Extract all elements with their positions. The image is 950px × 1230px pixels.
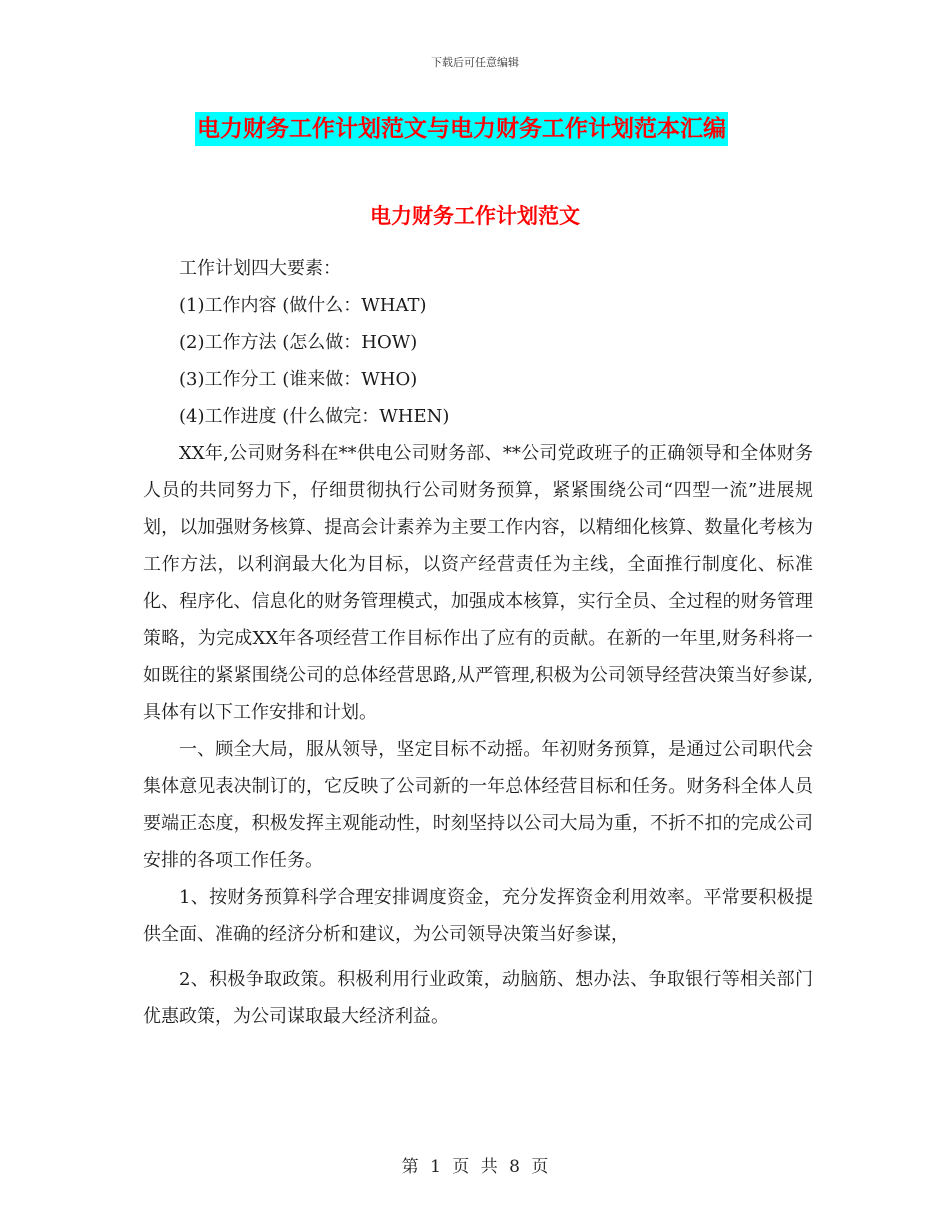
body-paragraph: 一、顾全大局，服从领导，坚定目标不动摇。年初财务预算，是通过公司职代会集体意见表决制订的，它反映了公司新的一年总体经营目标和任务。财务科全体人员要端正态度，积极发挥主观能动性，时刻坚持以公司大局为重，不折不扣的完成公司安排的各项工作任务。 — [143, 739, 813, 871]
document-main-title: 电力财务工作计划范文与电力财务工作计划范本汇编 — [195, 112, 728, 146]
element-item: (2)工作方法 (怎么做：HOW) — [179, 332, 418, 353]
elements-intro: 工作计划四大要素： — [179, 258, 341, 279]
body-paragraph: 2、积极争取政策。积极利用行业政策，动脑筋、想办法、争取银行等相关部门优惠政策，为公司谋取最大经济利益。 — [143, 969, 813, 1027]
document-body — [143, 250, 813, 1035]
header-note: 下载后可任意编辑 — [431, 56, 519, 69]
body-paragraph: XX年,公司财务科在**供电公司财务部、**公司党政班子的正确领导和全体财务人员的共同努力下，仔细贯彻执行公司财务预算，紧紧围绕公司“四型一流”进展规划，以加强财务核算、提高会计素养为主要工作内容，以精细化核算、数量化考核为工作方法，以利润最大化为目标，以资产经营责任为主线，全面推行制度化、标准化、程序化、信息化的财务管理模式，加强成本核算，实行全员、全过程的财务管理策略，为完成XX年各项经营工作目标作出了应有的贡献。在新的一年里,财务科将一如既往的紧紧围绕公司的总体经营思路,从严管理,积极为公司领导经营决策当好参谋,具体有以下工作安排和计划。 — [143, 443, 813, 723]
element-item: (3)工作分工 (谁来做：WHO) — [179, 369, 418, 390]
page-footer: 第 1 页 共 8 页 — [401, 1157, 549, 1177]
section-title: 电力财务工作计划范文 — [370, 204, 580, 228]
element-item: (4)工作进度 (什么做完：WHEN) — [179, 406, 450, 427]
body-paragraph: 1、按财务预算科学合理安排调度资金，充分发挥资金利用效率。平常要积极提供全面、准确的经济分析和建议，为公司领导决策当好参谋， — [143, 887, 813, 945]
element-item: (1)工作内容 (做什么：WHAT) — [179, 295, 427, 316]
